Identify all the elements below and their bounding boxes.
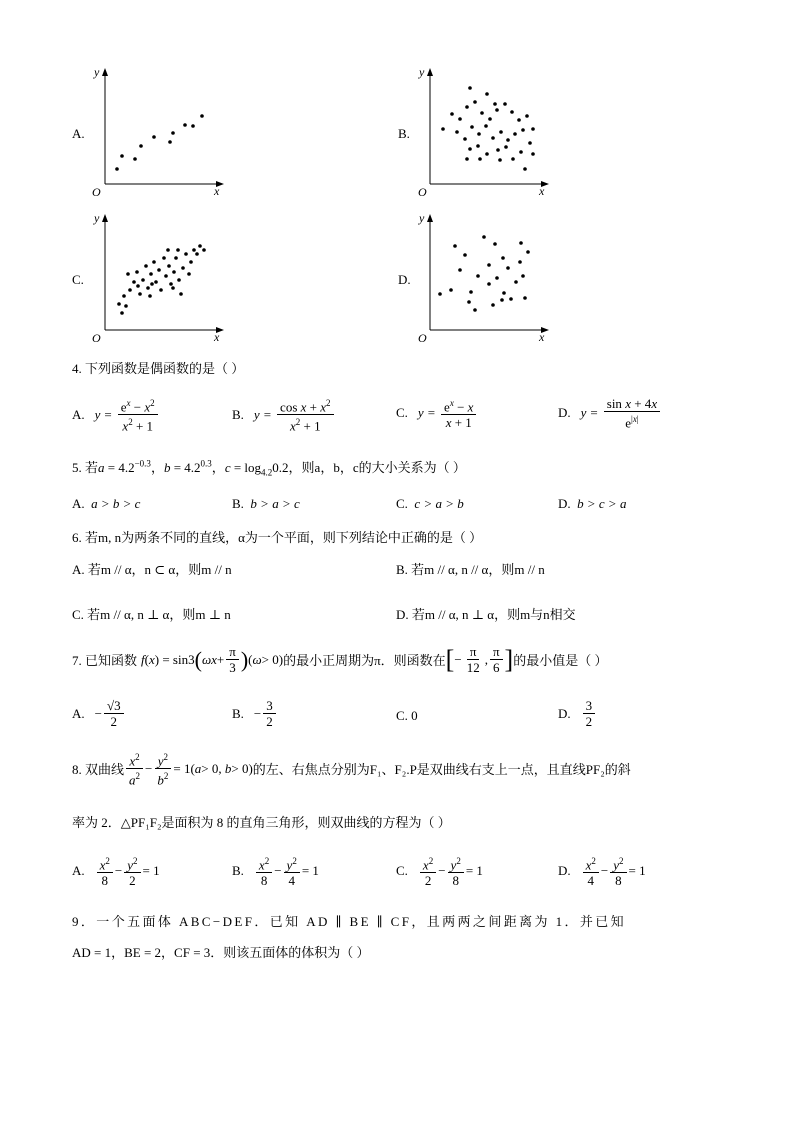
- q5-option-c: [396, 496, 464, 512]
- origin-label: O: [418, 331, 427, 345]
- x-axis-label: x: [539, 184, 545, 198]
- option-label: C.: [396, 405, 408, 421]
- question-5-stem: 5. 若$a = 4.2^{-0.3}$，$b = 4.2^{0.3}$，$c = \log_{4.2}0.2$，则a，b，c的大小关系为（ ）: [72, 458, 466, 478]
- y-axis-label: y: [94, 65, 100, 79]
- option-text: c > a > b: [414, 496, 464, 511]
- stem-suffix: ，则a，b，c的大小关系为（ ）: [288, 460, 466, 475]
- x-axis-label: x: [214, 184, 220, 198]
- option-label: A.: [72, 406, 85, 422]
- y-axis-label: y: [419, 65, 425, 79]
- scatter-plot-a: [90, 64, 230, 199]
- q5-option-a: [72, 496, 140, 512]
- q4-option-a: A. y = $\frac{e^x - x^2}{x^2 + 1}$: [72, 396, 160, 434]
- scatter-plot-d: [415, 210, 555, 345]
- q5-option-d: [558, 496, 626, 512]
- stem-prefix: 7. 已知函数: [72, 653, 138, 668]
- option-text: b > c > a: [577, 496, 627, 511]
- scatter-plot-b: [415, 64, 555, 199]
- option-label: C.: [396, 863, 408, 879]
- question-4-stem: 4. 下列函数是偶函数的是（ ）: [72, 361, 245, 376]
- option-c-label: C.: [72, 272, 84, 287]
- q7-option-b: B. − $\frac{3}{2}$: [232, 698, 278, 729]
- option-label: A.: [72, 705, 85, 721]
- option-label: A.: [72, 863, 85, 879]
- option-label: B.: [232, 406, 244, 422]
- y-axis-label: y: [94, 211, 100, 225]
- x-axis-label: x: [539, 330, 545, 344]
- scatter-points: [441, 86, 535, 171]
- question-6-stem: 6. 若m, n为两条不同的直线，α为一个平面，则下列结论中正确的是（ ）: [72, 530, 483, 545]
- q7-option-c: C. 0: [396, 708, 418, 723]
- stem-line1-suffix: 的左、右焦点分别为F₁、F₂.P是双曲线右支上一点，且直线PF₂的斜: [252, 762, 631, 778]
- option-label: B.: [232, 705, 244, 721]
- q6-option-c: C. 若m // α, n ⊥ α，则m ⊥ n: [72, 607, 231, 622]
- y-axis-label: y: [419, 211, 425, 225]
- stem-suffix: 的最小值是（ ）: [513, 653, 608, 668]
- q4-option-d: D. y = $\frac{\text{sin x + 4x}}{e^{|x|}}$: [558, 396, 662, 430]
- stem-mid: 的最小正周期为π．则函数在: [283, 653, 446, 668]
- origin-label: O: [418, 185, 427, 199]
- q5-option-b: [232, 496, 300, 512]
- scatter-points: [115, 114, 204, 171]
- option-text: a > b > c: [91, 496, 141, 511]
- question-8-line-2: 率为 2．△PF₁F₂是面积为 8 的直角三角形，则双曲线的方程为（ ）: [72, 815, 451, 830]
- stem-prefix: 8. 双曲线: [72, 762, 125, 778]
- option-label: C.: [396, 496, 408, 511]
- scatter-points: [117, 244, 206, 315]
- x-axis-label: x: [214, 330, 220, 344]
- option-label: A.: [72, 496, 85, 511]
- question-9-line-1: 9．一个五面体 ABC−DEF．已知 AD ∥ BE ∥ CF，且两两之间距离为 1．并已知: [72, 914, 627, 929]
- option-label: B.: [232, 863, 244, 879]
- scatter-plot-c: [90, 210, 230, 345]
- q6-option-d: D. 若m // α, n ⊥ α，则m与n相交: [396, 607, 576, 622]
- option-label: B.: [232, 496, 244, 511]
- q8-option-d: D. $\frac{x^2}{4}$ − $\frac{y^2}{8}$ = 1: [558, 856, 646, 889]
- option-label: D.: [558, 496, 571, 511]
- option-text: b > a > c: [250, 496, 300, 511]
- option-label: D.: [558, 863, 571, 879]
- option-a-label: A.: [72, 126, 85, 141]
- option-d-label: D.: [398, 272, 411, 287]
- q7-option-d: D. $\frac{3}{2}$: [558, 698, 597, 729]
- stem-prefix: 5. 若: [72, 460, 99, 475]
- q4-option-c: C. y = $\frac{e^x - x}{x + 1}$: [396, 396, 478, 430]
- q8-option-c: C. $\frac{x^2}{2}$ − $\frac{y^2}{8}$ = 1: [396, 856, 483, 889]
- q7-option-a: A. − $\frac{√3}{2}$: [72, 698, 126, 729]
- origin-label: O: [92, 331, 101, 345]
- option-b-label: B.: [398, 126, 410, 141]
- question-9-line-2: AD = 1，BE = 2，CF = 3．则该五面体的体积为（ ）: [72, 945, 370, 960]
- q6-option-b: B. 若m // α, n // α，则m // n: [396, 562, 545, 577]
- option-label: D.: [558, 705, 571, 721]
- q8-option-a: A. $\frac{x^2}{8}$ − $\frac{y^2}{2}$ = 1: [72, 856, 160, 889]
- question-7-stem: 7. 已知函数 f ( x ) = sin3 ( ωx + $\frac{\pi}{3}$ ) ( ω > 0) 的最小正周期为π．则函数在 [ − $\frac{\pi}{12}$ , $\frac{\pi}{6}$ ] 的最小值是（ ）: [72, 644, 608, 675]
- q6-option-a: A. 若m // α，n ⊂ α，则m // n: [72, 562, 232, 577]
- question-8-line-1: 8. 双曲线 $\frac{x^2}{a^2}$ − $\frac{y^2}{b^2}$ = 1( a > 0, b > 0) 的左、右焦点分别为F₁、F₂.P是双曲线右支上一点，且直线PF₂的斜: [72, 752, 631, 788]
- origin-label: O: [92, 185, 101, 199]
- q8-option-b: B. $\frac{x^2}{8}$ − $\frac{y^2}{4}$ = 1: [232, 856, 319, 889]
- option-label: D.: [558, 405, 571, 421]
- scatter-points: [438, 235, 530, 312]
- q4-option-b: B. y = $\frac{\cos x + x^2}{x^2 + 1}$: [232, 396, 336, 434]
